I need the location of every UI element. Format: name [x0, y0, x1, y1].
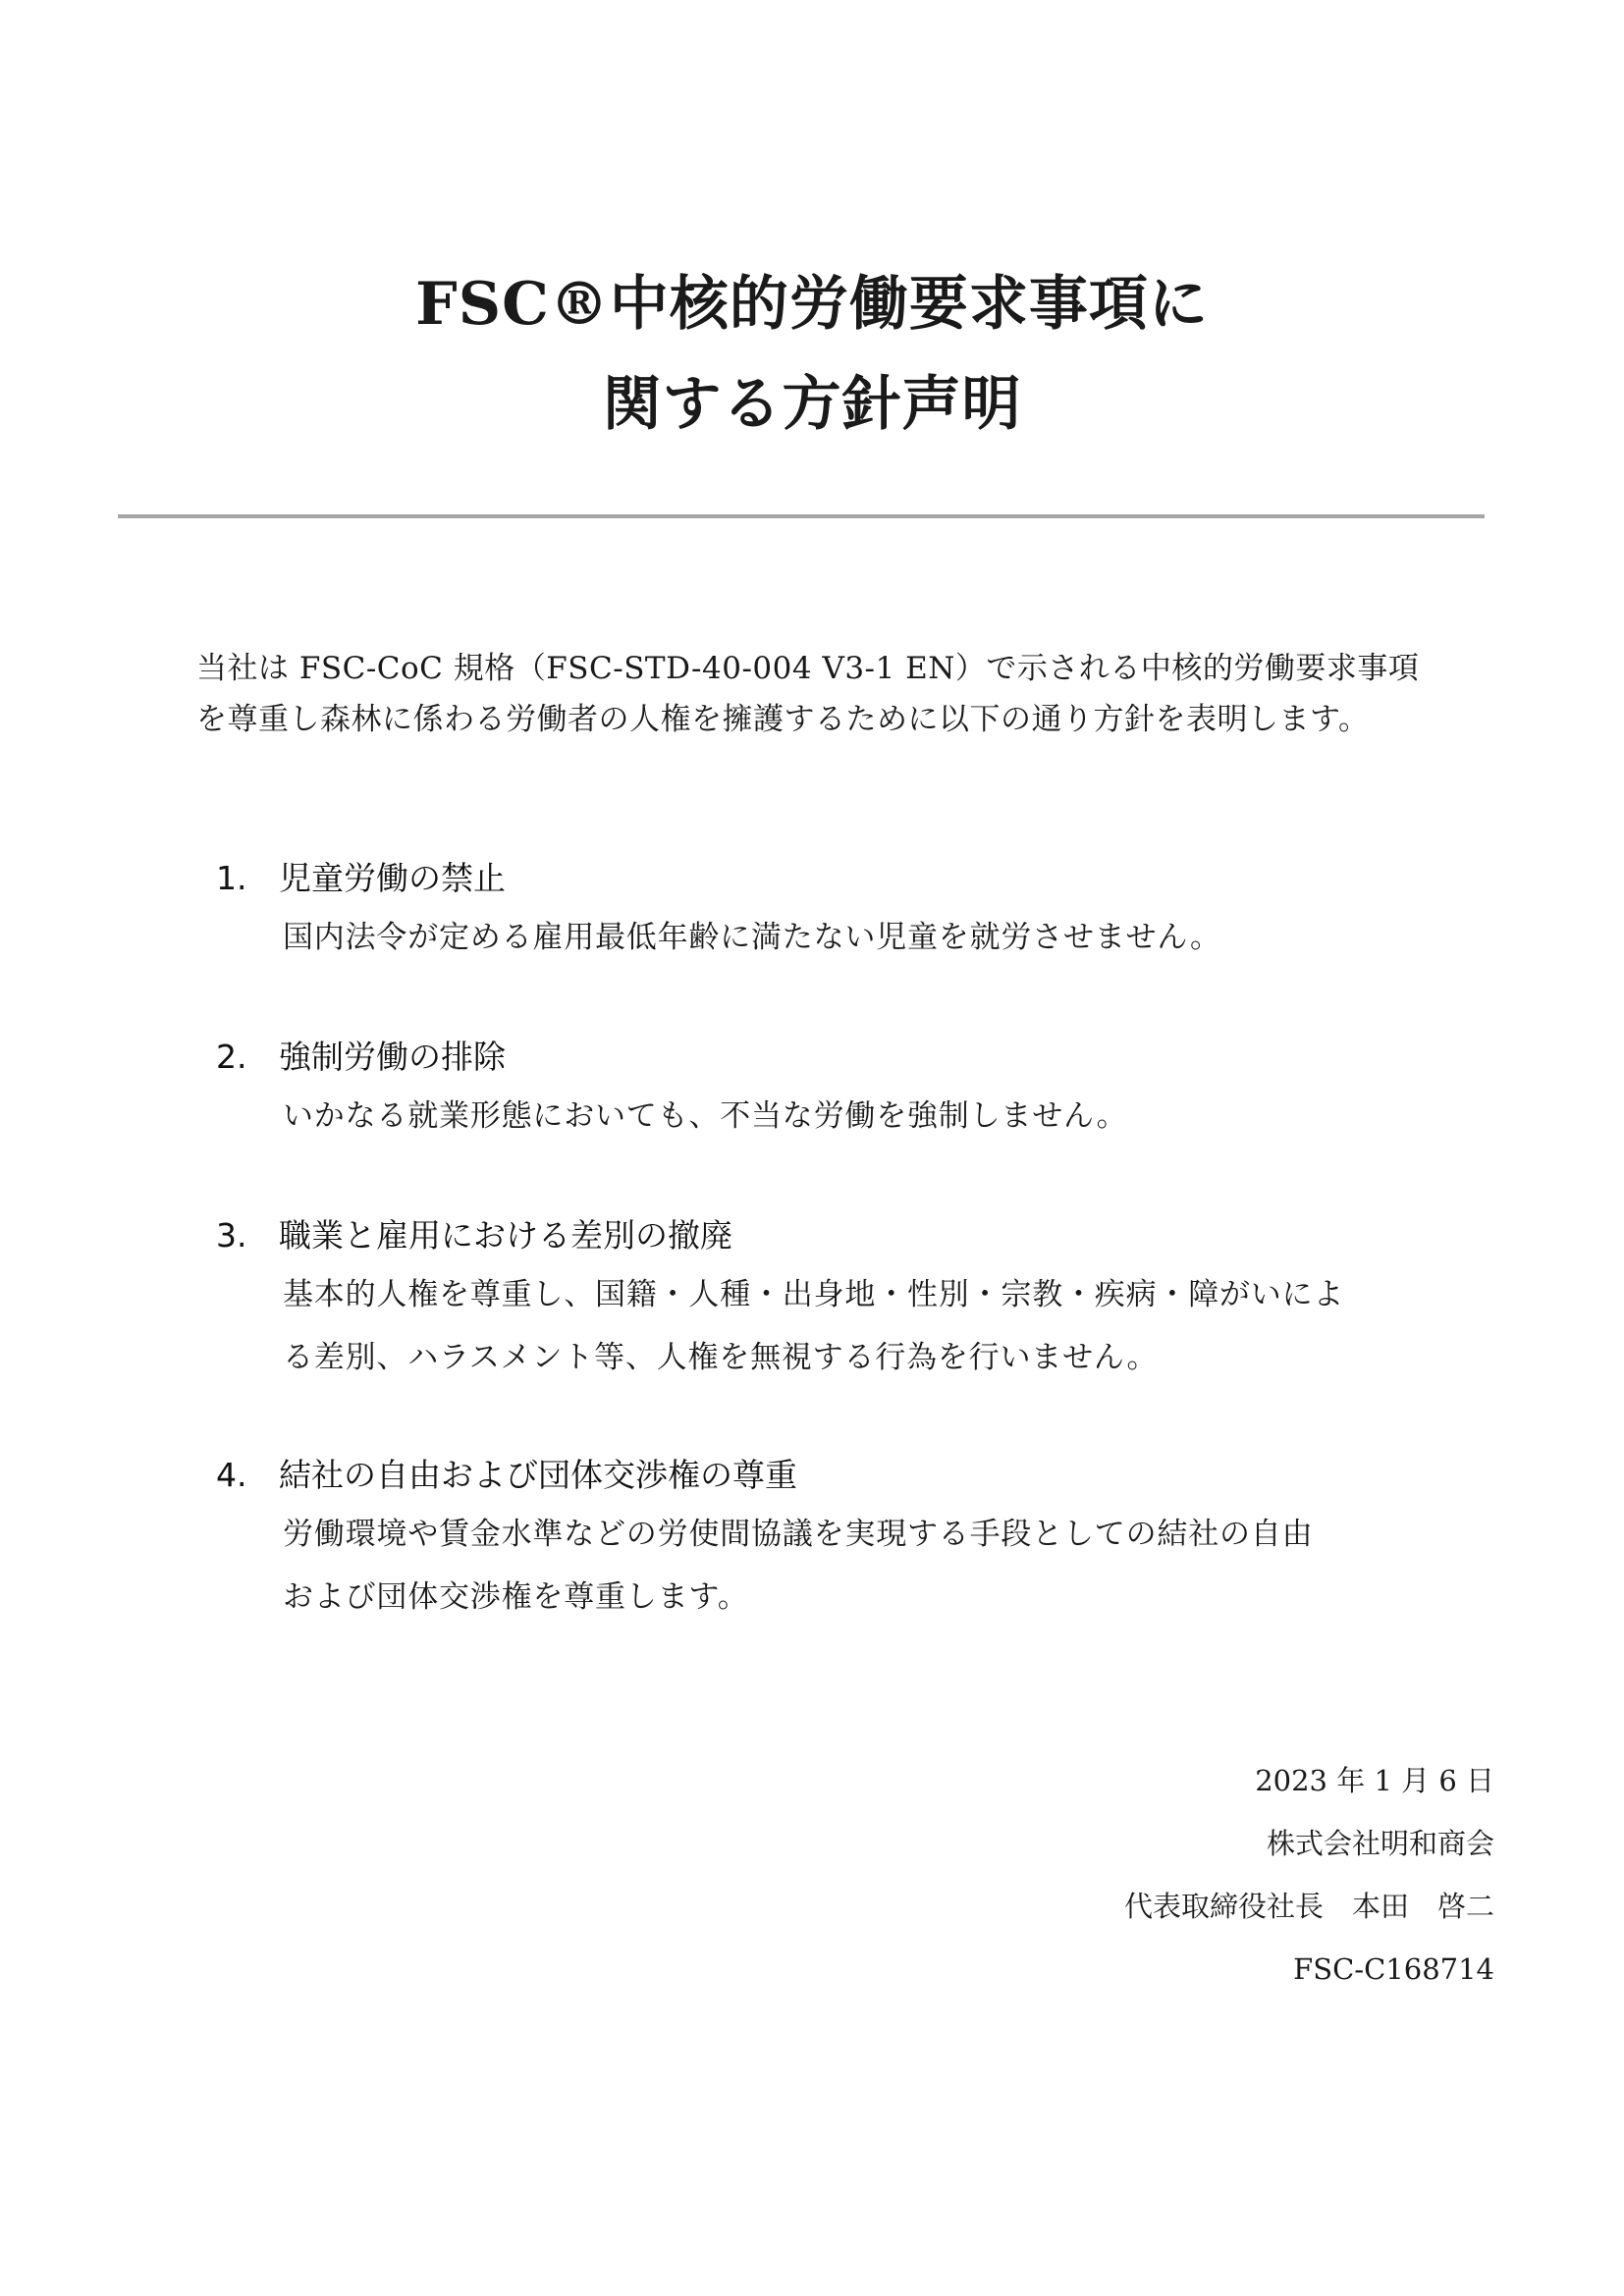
section-1-title: 児童労働の禁止 [279, 859, 506, 897]
section-4-number: 4. [216, 1456, 247, 1494]
signature-representative: 代表取締役社長 本田 啓二 [1123, 1890, 1494, 1923]
section-4-body-line-2: および団体交渉権を尊重します。 [283, 1579, 749, 1615]
section-2-number: 2. [216, 1038, 247, 1076]
section-2-title: 強制労働の排除 [279, 1038, 506, 1076]
section-4-body-line-1: 労働環境や賃金水準などの労使間協議を実現する手段としての結社の自由 [283, 1517, 1314, 1552]
section-1-body-line-1: 国内法令が定める雇用最低年齢に満たない児童を就労させません。 [283, 920, 1221, 955]
signature-date: 2023 年 1 月 6 日 [1255, 1764, 1494, 1797]
section-4-title: 結社の自由および団体交渉権の尊重 [279, 1456, 797, 1494]
section-3-body-line-2: る差別、ハラスメント等、人権を無視する行為を行いません。 [283, 1340, 1159, 1375]
section-1-number: 1. [216, 859, 247, 897]
document-title-line-1: FSC®中核的労働要求事項に [415, 270, 1209, 339]
signature-company: 株式会社明和商会 [1266, 1827, 1494, 1860]
intro-line-2: を尊重し森林に係わる労働者の人権を擁護するために以下の通り方針を表明します。 [196, 702, 1370, 737]
title-divider [118, 514, 1485, 518]
section-1-heading [216, 859, 506, 897]
signature-fsc-code: FSC-C168714 [1293, 1952, 1494, 1986]
section-2-body-line-1: いかなる就業形態においても、不当な労働を強制しません。 [283, 1098, 1128, 1134]
section-3-title: 職業と雇用における差別の撤廃 [279, 1216, 732, 1255]
intro-line-1: 当社は FSC-CoC 規格（FSC-STD-40-004 V3-1 EN）で示される中核的労働要求事項 [196, 651, 1420, 686]
section-3-body-line-1: 基本的人権を尊重し、国籍・人種・出身地・性別・宗教・疾病・障がいによ [283, 1277, 1345, 1312]
section-3-number: 3. [216, 1216, 247, 1255]
document-title-line-2: 関する方針声明 [602, 370, 1022, 439]
section-2-heading [216, 1038, 506, 1076]
section-3-heading [216, 1216, 732, 1255]
section-4-heading [216, 1456, 797, 1494]
